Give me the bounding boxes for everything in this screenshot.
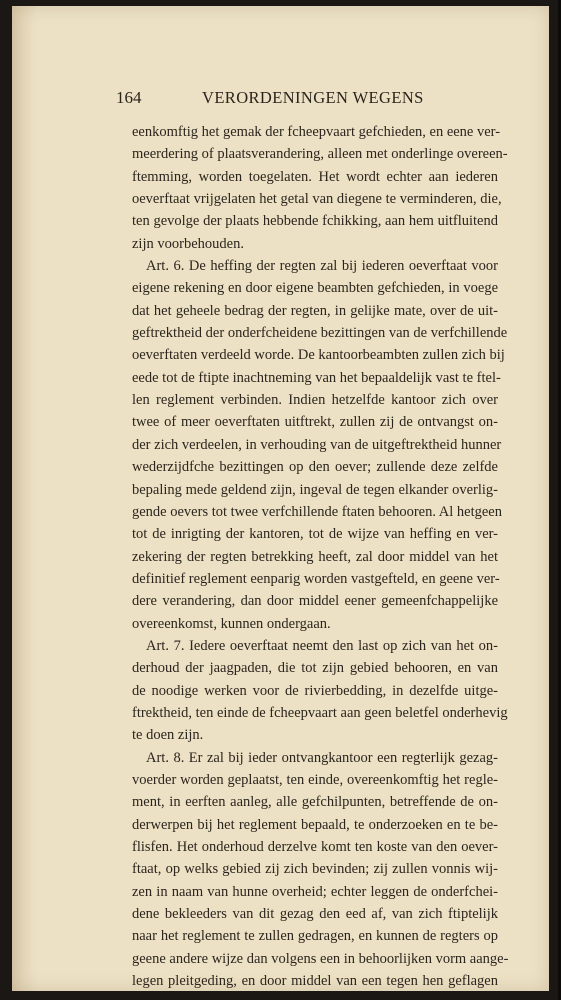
text-line: voerder worden geplaatst, ten einde, overeenkomftig het regle- xyxy=(132,771,498,788)
text-line: te doen zijn. xyxy=(132,727,204,744)
text-line: legen pleitgeding, en door middel van een tegen hen geflagen xyxy=(132,973,498,990)
text-line: derhoud der jaagpaden, die tot zijn gebied behooren, en van xyxy=(132,660,498,677)
running-head: VERORDENINGEN WEGENS xyxy=(202,88,424,107)
body-text xyxy=(132,121,509,992)
page-number: 164 xyxy=(116,88,142,107)
text-line: dere verandering, dan door middel eener gemeenfchappelijke xyxy=(132,593,498,610)
text-line: dene bekleeders van dit gezag den eed af, van zich ftiptelijk xyxy=(132,906,498,923)
text-line: eigene rekening en door eigene beambten gefchieden, in voege xyxy=(132,280,498,297)
page-header xyxy=(116,88,446,110)
text-line: oeverftaat vrijgelaten het getal van diegene te verminderen, die, xyxy=(132,191,502,208)
text-line: Art. 7. Iedere oeverftaat neemt den last op zich van het on- xyxy=(146,637,498,654)
text-line: Art. 6. De heffing der regten zal bij iederen oeverftaat voor xyxy=(146,258,498,275)
text-line: oeverftaten verdeeld worde. De kantoorbeambten zullen zich bij xyxy=(132,347,505,364)
text-line: dat het geheele bedrag der regten, in gelijke mate, over de uit- xyxy=(132,302,498,319)
text-line: eede tot de ftipte inachtneming van het bepaaldelijk vast te ftel- xyxy=(132,369,501,386)
text-line: wederzijdfche bezittingen op den oever; zullende deze zelfde xyxy=(132,459,498,476)
text-line: meerdering of plaatsverandering, alleen met onderlinge overeen- xyxy=(132,146,508,163)
text-line: len reglement verbinden. Indien hetzelfde kantoor zich over xyxy=(132,392,498,409)
text-line: twee of meer oeverftaten uitftrekt, zullen zij de ontvangst on- xyxy=(132,414,498,431)
text-line: tot de inrigting der kantoren, tot de wijze van heffing en ver- xyxy=(132,526,498,543)
text-line: overeenkomst, kunnen ondergaan. xyxy=(132,615,331,632)
text-line: flisfen. Het onderhoud derzelve komt ten koste van den oever- xyxy=(132,839,498,855)
text-line: ten gevolge der plaats hebbende fchikking, aan hem uitfluitend xyxy=(132,213,498,230)
text-line: Art. 8. Er zal bij ieder ontvangkantoor een regterlijk gezag- xyxy=(146,749,498,766)
text-line: ftemming, worden toegelaten. Het wordt echter aan iederen xyxy=(132,168,498,185)
text-line: bepaling mede geldend zijn, ingeval de tegen elkander overlig- xyxy=(132,481,498,498)
text-line: derwerpen bij het reglement bepaald, te onderzoeken en te be- xyxy=(132,816,498,833)
text-line: geftrektheid der onderfcheidene bezittingen van de verfchillende xyxy=(132,325,508,342)
text-line: zijn voorbehouden. xyxy=(132,235,244,252)
text-line: ftrektheid, ten einde de fcheepvaart aan geen beletfel onderhevig xyxy=(132,704,508,721)
text-line: der zich verdeelen, in verhouding van de uitgeftrektheid hunner xyxy=(132,436,502,453)
text-line: zekering der regten betrekking heeft, zal door middel van het xyxy=(132,548,498,565)
text-line: ment, in eerften aanleg, alle gefchilpunten, betreffende de on- xyxy=(132,794,498,811)
text-line: zen in naam van hunne overheid; echter leggen de onderfchei- xyxy=(132,883,498,900)
text-line: ftaat, op welks gebied zij zich bevinden; zij zullen vonnis wij- xyxy=(132,861,498,878)
text-line: definitief reglement eenparig worden vastgefteld, en geene ver- xyxy=(132,570,500,587)
text-line: de noodige werken voor de rivierbedding, in dezelfde uitge- xyxy=(132,682,498,699)
text-line: eenkomftig het gemak der fcheepvaart gefchieden, en eene ver- xyxy=(132,124,501,140)
text-line: naar het reglement te zullen gedragen, en kunnen de regters op xyxy=(132,928,498,945)
book-page xyxy=(12,6,549,991)
text-line: gende oevers tot twee verfchillende ftaten behooren. Al hetgeen xyxy=(132,503,502,520)
text-line: geene andere wijze dan volgens een in behoorlijken vorm aange- xyxy=(132,950,509,967)
